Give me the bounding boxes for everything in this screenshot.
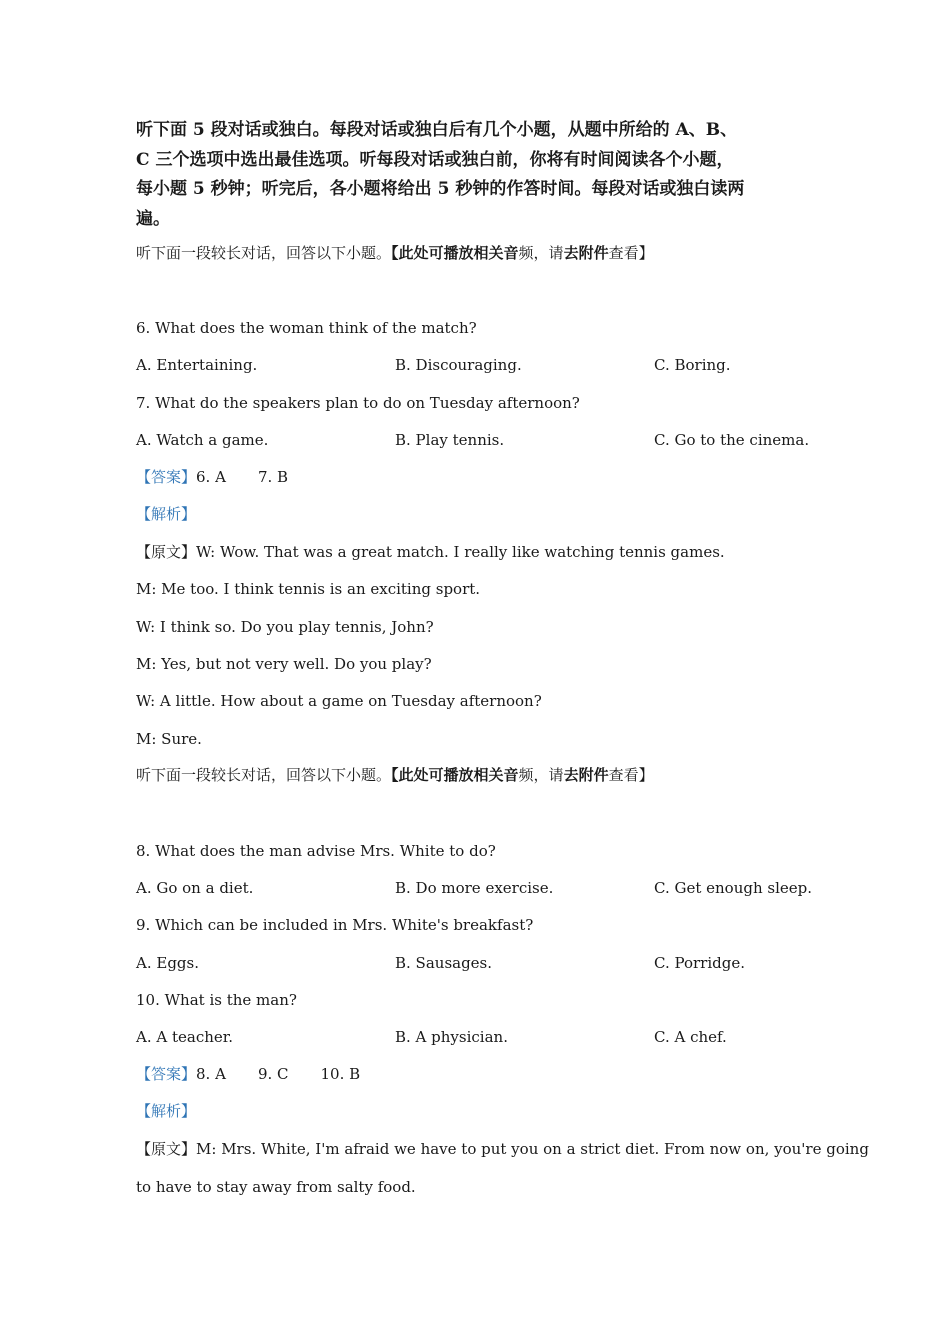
- q8-option-b: B. Do more exercise.: [395, 879, 554, 897]
- analysis-label: 【解析】: [136, 1102, 197, 1120]
- transcript-line: W: A little. How about a game on Tuesday afternoon?: [136, 692, 542, 710]
- q9-option-c: C. Porridge.: [654, 954, 745, 972]
- question-6: 6. What does the woman think of the match?: [136, 319, 477, 337]
- transcript-line: M: Yes, but not very well. Do you play?: [136, 655, 432, 673]
- instructions-line-1: 听下面 5 段对话或独白。每段对话或独白后有几个小题，从题中所给的 A、B、: [136, 120, 738, 140]
- question-7: 7. What do the speakers plan to do on Tuesday afternoon?: [136, 394, 580, 412]
- answer-label: 【答案】: [136, 1065, 197, 1083]
- q9-option-b: B. Sausages.: [395, 954, 493, 972]
- question-9: 9. Which can be included in Mrs. White's breakfast?: [136, 916, 534, 934]
- answer-9: 9. C: [257, 1065, 289, 1083]
- q6-option-c: C. Boring.: [654, 356, 731, 374]
- transcript-line: to have to stay away from salty food.: [136, 1178, 416, 1196]
- question-8: 8. What does the man advise Mrs. White to do?: [136, 842, 496, 860]
- instructions-line-3: 每小题 5 秒钟；听完后，各小题将给出 5 秒钟的作答时间。每段对话或独白读两: [136, 179, 745, 199]
- q10-option-b: B. A physician.: [395, 1028, 508, 1046]
- transcript-line: 【原文】W: Wow. That was a great match. I really like watching tennis games.: [136, 543, 725, 561]
- q9-option-a: A. Eggs.: [136, 954, 199, 972]
- answer-line-1: [136, 467, 288, 487]
- instructions-line-2: C 三个选项中选出最佳选项。听每段对话或独白前，你将有时间阅读各个小题，: [136, 149, 734, 170]
- analysis-label: 【解析】: [136, 505, 197, 523]
- instructions-line-4: 遍。: [136, 208, 170, 229]
- q8-option-c: C. Get enough sleep.: [654, 879, 813, 897]
- q7-option-b: B. Play tennis.: [395, 431, 505, 449]
- q10-option-c: C. A chef.: [654, 1028, 727, 1046]
- answer-6: 6. A: [196, 468, 226, 486]
- q7-option-c: C. Go to the cinema.: [654, 431, 810, 449]
- transcript-line: W: I think so. Do you play tennis, John?: [136, 618, 434, 636]
- q6-option-b: B. Discouraging.: [395, 356, 522, 374]
- original-label: 【原文】: [136, 543, 197, 561]
- answer-8: 8. A: [196, 1065, 226, 1083]
- q6-option-a: A. Entertaining.: [136, 356, 258, 374]
- transcript-line: 【原文】M: Mrs. White, I'm afraid we have to put you on a strict diet. From now on, you're going: [136, 1140, 869, 1158]
- answer-label: 【答案】: [136, 468, 197, 486]
- transcript-line: M: Sure.: [136, 730, 202, 748]
- audio-note: 听下面一段较长对话，回答以下小题。【此处可播放相关音频，请去附件查看】: [136, 244, 654, 262]
- answer-7: 7. B: [257, 468, 289, 486]
- answer-line-2: [136, 1064, 360, 1084]
- q7-option-a: A. Watch a game.: [136, 431, 269, 449]
- question-10: 10. What is the man?: [136, 991, 297, 1009]
- instructions: [136, 116, 816, 234]
- q8-option-a: A. Go on a diet.: [136, 879, 254, 897]
- original-label: 【原文】: [136, 1140, 197, 1158]
- transcript-line: M: Me too. I think tennis is an exciting sport.: [136, 580, 481, 598]
- audio-note: 听下面一段较长对话，回答以下小题。【此处可播放相关音频，请去附件查看】: [136, 766, 654, 784]
- q10-option-a: A. A teacher.: [136, 1028, 234, 1046]
- answer-10: 10. B: [320, 1065, 361, 1083]
